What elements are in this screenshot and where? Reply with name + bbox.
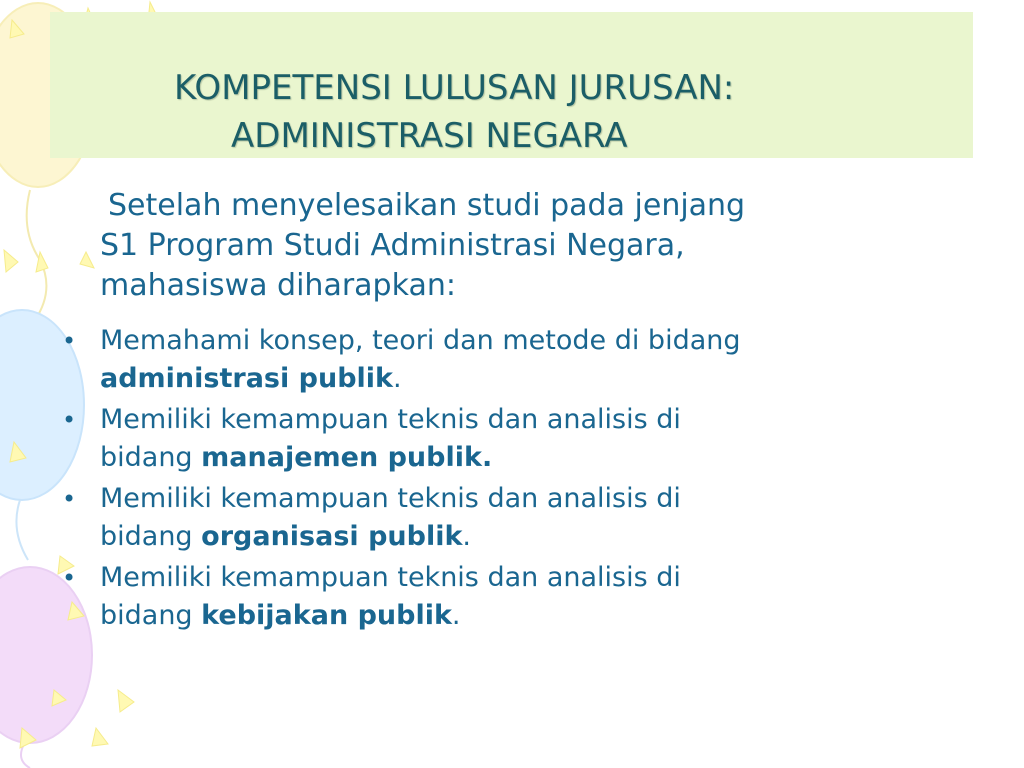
bullet-item (62, 322, 962, 398)
bullet-item (62, 480, 962, 556)
intro-line-1: Setelah menyelesaikan studi pada jenjang (108, 188, 746, 223)
bullet-item (62, 401, 962, 477)
bullet-suffix: . (462, 521, 472, 552)
bullet-prefix: bidang (100, 521, 202, 552)
bullet-icon: • (62, 564, 77, 592)
bullet-icon: • (62, 406, 77, 434)
bullet-line-2 (100, 360, 962, 398)
star-decoration (4, 250, 18, 272)
title-line-2: ADMINISTRASI NEGARA (231, 116, 628, 156)
star-decoration (92, 728, 108, 746)
bullet-icon: • (62, 327, 77, 355)
title-line-1: KOMPETENSI LULUSAN JURUSAN: (174, 68, 735, 108)
star-decoration (118, 690, 134, 712)
intro-line-3: mahasiswa diharapkan: (100, 268, 456, 303)
bullet-keyword: organisasi publik (201, 521, 463, 552)
bullet-keyword: kebijakan publik (201, 600, 452, 631)
bullet-line-1: Memahami konsep, teori dan metode di bidang (100, 325, 741, 356)
bullet-item (62, 559, 962, 635)
star-decoration (80, 252, 94, 268)
intro-line-2: S1 Program Studi Administrasi Negara, (100, 228, 685, 263)
bullet-prefix: bidang (100, 600, 202, 631)
bullet-list (62, 322, 962, 638)
bullet-keyword: administrasi publik (100, 363, 393, 394)
bullet-suffix: . (451, 600, 461, 631)
bullet-line-1: Memiliki kemampuan teknis dan analisis di (100, 562, 681, 593)
bullet-line-2 (100, 518, 962, 556)
bullet-line-1: Memiliki kemampuan teknis dan analisis di (100, 404, 681, 435)
bullet-prefix: bidang (100, 442, 202, 473)
intro-paragraph (100, 186, 970, 306)
slide-title (50, 12, 973, 158)
bullet-icon: • (62, 485, 77, 513)
bullet-keyword: manajemen publik. (201, 442, 493, 473)
bullet-line-2 (100, 597, 962, 635)
bullet-suffix: . (393, 363, 402, 394)
bullet-line-2 (100, 439, 962, 477)
bullet-line-1: Memiliki kemampuan teknis dan analisis di (100, 483, 681, 514)
